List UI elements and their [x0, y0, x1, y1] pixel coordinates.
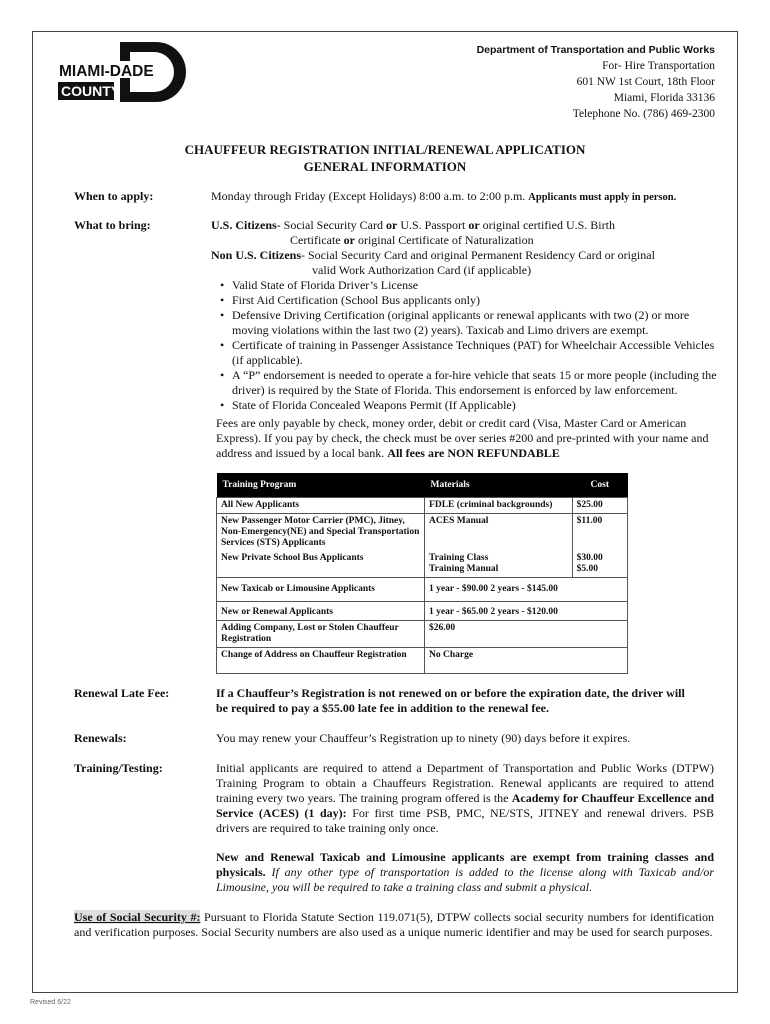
table-row	[217, 514, 628, 552]
list-item: • Defensive Driving Certification (original applicants or renewal applicants with two (2) or more moving violations within the last two (2) years). Taxicab and Limo drivers are exempt.	[215, 308, 727, 338]
page-title	[0, 141, 770, 175]
division-name: For- Hire Transportation	[602, 60, 715, 72]
late-fee-text: If a Chauffeur’s Registration is not renewed on or before the expiration date, the driver will be required to pay a $55.00 late fee in addition to the renewal fee.	[216, 686, 685, 715]
miami-dade-logo	[58, 42, 186, 104]
non-text: - Social Security Card and original Permanent Residency Card or original	[301, 248, 655, 262]
renewals-text: You may renew your Chauffeur’s Registration up to ninety (90) days before it expires.	[216, 731, 631, 745]
address-line: 601 NW 1st Court, 18th Floor	[576, 76, 715, 88]
us-citizens-line2	[211, 233, 731, 248]
us-text1: - Social Security Card	[276, 218, 386, 232]
training-p1a: Initial applicants are required to attend a Department of Transportation and Public Works (DTPW) Training Program to obtain a Chauffeurs Registration. Renewal applicants are required to attend training every two years. The training program offered is the	[216, 761, 714, 805]
ssn-text: Pursuant to Florida Statute Section 119.071(5), DTPW collects social security numbers for identification and verification purposes. Social Security numbers are also used as a unique numeric identifier and may be used for search purposes.	[74, 910, 714, 939]
cell-materials: Training Class Training Manual	[425, 551, 573, 578]
training-note: If any other type of transportation is added to the license along with Taxicab and/or Limousine, you will be required to take a training class and submit a physical.	[216, 865, 714, 894]
us-line2b: original Certificate of Naturalization	[354, 233, 534, 247]
title-line2: GENERAL INFORMATION	[303, 159, 467, 174]
cell-materials: 1 year - $65.00 2 years - $120.00	[425, 602, 628, 621]
or-1: or	[385, 218, 398, 232]
cell-cost: $11.00	[572, 514, 627, 552]
ssn-paragraph	[74, 910, 714, 940]
list-item: • State of Florida Concealed Weapons Permit (If Applicable)	[215, 398, 727, 413]
cell-materials: No Charge	[425, 648, 628, 674]
table-header-row	[217, 473, 628, 498]
list-item: • Certificate of training in Passenger Assistance Techniques (PAT) for Wheelchair Accessible Vehicles (if applicable).	[215, 338, 727, 368]
table-row	[217, 498, 628, 514]
department-header	[477, 42, 715, 122]
cell-cost: $25.00	[572, 498, 627, 514]
title-line1: CHAUFFEUR REGISTRATION INITIAL/RENEWAL APPLICATION	[184, 142, 586, 157]
table-row	[217, 551, 628, 578]
or-2: or	[468, 218, 480, 232]
table-row	[217, 578, 628, 602]
cell-program: Adding Company, Lost or Stolen Chauffeur Registration	[217, 621, 425, 648]
col-header-program: Training Program	[217, 473, 425, 498]
when-hours: Monday through Friday (Except Holidays) 8:00 a.m. to 2:00 p.m.	[211, 189, 526, 203]
us-citizens-line	[211, 218, 731, 233]
table-row	[217, 602, 628, 621]
when-in-person: Applicants must apply in person.	[528, 192, 677, 203]
list-item: • First Aid Certification (School Bus applicants only)	[215, 293, 727, 308]
col-header-materials: Materials	[425, 473, 573, 498]
non-citizens-line	[211, 248, 731, 263]
us-text2: U.S. Passport	[397, 218, 469, 232]
fees-non-refundable: All fees are NON REFUNDABLE	[387, 446, 560, 460]
training-fee-table	[216, 473, 628, 674]
cell-program: New Passenger Motor Carrier (PMC), Jitney, Non-Emergency(NE) and Special Transportation Services (STS) Applicants	[217, 514, 425, 552]
when-text	[211, 189, 731, 205]
revision-footer: Revised 6/22	[30, 999, 71, 1006]
cell-program: New Taxicab or Limousine Applicants	[217, 578, 425, 602]
cell-program: All New Applicants	[217, 498, 425, 514]
training-paragraph1	[216, 761, 714, 836]
list-item: • Valid State of Florida Driver’s License	[215, 278, 727, 293]
requirements-list	[215, 278, 727, 413]
training-label: Training/Testing:	[74, 761, 163, 775]
renewals-label: Renewals:	[74, 731, 127, 745]
cell-program: New or Renewal Applicants	[217, 602, 425, 621]
col-header-cost: Cost	[572, 473, 627, 498]
bring-citizens	[211, 218, 731, 278]
cell-materials: FDLE (criminal backgrounds)	[425, 498, 573, 514]
cell-program: New Private School Bus Applicants	[217, 551, 425, 578]
late-fee-label: Renewal Late Fee:	[74, 686, 170, 700]
cell-program: Change of Address on Chauffeur Registration	[217, 648, 425, 674]
telephone-line: Telephone No. (786) 469-2300	[572, 108, 715, 120]
table-row	[217, 648, 628, 674]
bring-label: What to bring:	[74, 218, 151, 232]
fees-paragraph	[216, 416, 716, 461]
us-line2a: Certificate	[290, 233, 344, 247]
fees-text: Fees are only payable by check, money order, debit or credit card (Visa, Master Card or American Express). If you pay by check, the check must be over series #200 and pre-printed with your name and address and issued by a local bank.	[216, 416, 709, 460]
or-3: or	[343, 233, 355, 247]
department-name: Department of Transportation and Public Works	[476, 44, 715, 56]
training-aces: Academy for Chauffeur Excellence and Service (ACES) (1 day):	[216, 791, 714, 820]
cell-cost: $30.00 $5.00	[572, 551, 627, 578]
table-row	[217, 621, 628, 648]
training-p1c: For first time PSB, PMC, NE/STS, JITNEY and renewal drivers. PSB drivers are required to take training only once.	[216, 806, 714, 835]
non-citizens-line2: valid Work Authorization Card (if applicable)	[312, 263, 532, 277]
non-citizens-label: Non U.S. Citizens	[211, 248, 302, 262]
logo-line1: MIAMI-DADE	[59, 63, 154, 80]
logo-line2: COUNTY	[61, 83, 121, 99]
cell-materials: $26.00	[425, 621, 628, 648]
training-paragraph2	[216, 850, 714, 895]
list-item: • A “P” endorsement is needed to operate a for-hire vehicle that seats 15 or more people (including the driver) is required by the State of Florida. This endorsement is enforced by law enforcement.	[215, 368, 727, 398]
city-line: Miami, Florida 33136	[613, 92, 715, 104]
when-label: When to apply:	[74, 189, 154, 203]
ssn-label: Use of Social Security #:	[74, 910, 201, 924]
us-citizens-label: U.S. Citizens	[211, 218, 277, 232]
cell-materials: 1 year - $90.00 2 years - $145.00	[425, 578, 628, 602]
cell-materials: ACES Manual	[425, 514, 573, 552]
training-exempt: New and Renewal Taxicab and Limousine applicants are exempt from training classes and physicals.	[216, 850, 714, 879]
us-text3: original certified U.S. Birth	[479, 218, 615, 232]
